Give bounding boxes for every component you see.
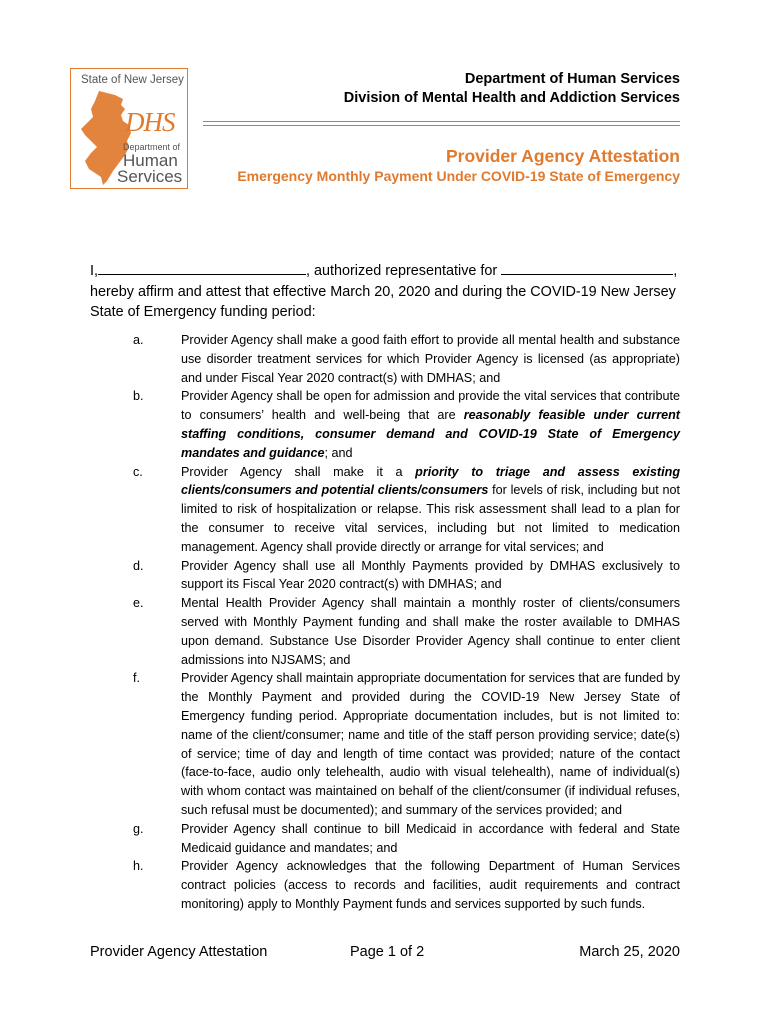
intro-text: , authorized representative for: [306, 263, 502, 279]
list-item-marker: g.: [133, 821, 144, 836]
footer-date: March 25, 2020: [579, 944, 680, 960]
emphasized-text: reasonably feasible under current staffing conditions, consumer demand and COVID-19 State of Emergency mandates and guidance: [181, 408, 680, 460]
list-item: [128, 387, 680, 462]
list-item-text: ; and: [324, 445, 353, 460]
logo-dept-of: Department of: [123, 142, 181, 152]
list-item-marker: c.: [133, 464, 143, 479]
header-rule: [203, 125, 680, 126]
emphasized-text: priority to triage and assess existing clients/consumers and potential clients/consumers: [181, 464, 681, 498]
list-item-marker: h.: [133, 859, 144, 874]
list-item-text: Provider Agency acknowledges that the following Department of Human Services contract policies (access to records and facilities, audit requirements and contract monitoring) apply to Monthly Payment funds and services supported by such funds.: [181, 859, 680, 911]
header-rule: [203, 121, 680, 122]
list-item-marker: f.: [133, 671, 140, 686]
list-item: [128, 857, 680, 913]
list-item-marker: e.: [133, 596, 144, 611]
logo-dhs-mark: DHS: [125, 107, 175, 137]
intro-text: I,: [90, 263, 98, 279]
list-item-text: Provider Agency shall continue to bill Medicaid in accordance with federal and State Medicaid guidance and mandates; and: [181, 821, 680, 855]
list-item-text: Provider Agency shall make a good faith effort to provide all mental health and substance use disorder treatment services for which Provider Agency is licensed (as appropriate) and under Fiscal Year 2020 contract(s) with DMHAS; and: [181, 333, 680, 385]
list-item: [128, 557, 680, 595]
representative-name-blank[interactable]: [98, 260, 306, 275]
list-item-text: Provider Agency shall be open for admission and provide the vital services that contribute to consumers’ health and well-being that are: [181, 389, 680, 423]
list-item-marker: b.: [133, 389, 144, 404]
list-item-text: Mental Health Provider Agency shall maintain a monthly roster of clients/consumers served with Monthly Payment funding and shall make the roster available to DMHAS upon demand. Substance Use Disorder Provider Agency shall continue to enter client admissions into NJSAMS; and: [181, 596, 680, 667]
intro-line-2: hereby affirm and attest that effective March 20, 2020 and during the COVID-19 New Jersey: [90, 283, 676, 300]
logo-human: Human: [123, 151, 178, 170]
intro-text: ,: [673, 263, 678, 279]
department-name: Department of Human Services: [464, 71, 680, 87]
list-item-marker: a.: [133, 333, 144, 347]
document-subtitle: Emergency Monthly Payment Under COVID-19 State of Emergency: [237, 168, 680, 184]
page-number: Page 1 of 2: [350, 944, 425, 960]
attestation-items: [128, 331, 680, 914]
attestation-intro: [90, 260, 680, 323]
document-title: Provider Agency Attestation: [445, 146, 680, 166]
list-item-text: Provider Agency shall use all Monthly Payments provided by DMHAS exclusively to support its Fiscal Year 2020 contract(s) with DMHAS; and: [181, 558, 680, 592]
logo-state-text: State of New Jersey: [81, 74, 184, 86]
dhs-logo: [70, 68, 188, 189]
list-item-text: Provider Agency shall make it a: [181, 464, 416, 479]
division-name: Division of Mental Health and Addiction Services: [343, 90, 680, 106]
list-item: [128, 331, 680, 387]
list-item: [128, 820, 680, 858]
logo-services: Services: [117, 167, 183, 186]
list-item: [128, 463, 680, 557]
list-item-text: for levels of risk, including but not limited to risk of hospitalization or relapse. This risk assessment shall lead to a plan for the consumer to receive vital services, including but not limited to medication management. Agency shall provide directly or arrange for vital services; and: [181, 483, 680, 554]
intro-line-3: State of Emergency funding period:: [90, 304, 316, 320]
agency-name-blank[interactable]: [501, 260, 673, 275]
list-item-text: Provider Agency shall maintain appropriate documentation for services that are funded by the Monthly Payment and provided during the COVID-19 New Jersey State of Emergency funding period. Appropriate documentation includes, but is not limited to: name of the client/consumer; name and title of the staff person providing service; date(s) of service; time of day and length of time contact was provided; nature of the contact (face-to-face, audio only telehealth, audio with visual telehealth), name of individual(s) with whom contact was maintained on behalf of the client/consumer (if individual refuses, such refusal must be documented); and summary of the services provided; and: [181, 671, 680, 817]
intro-line-1: [90, 260, 680, 282]
list-item-marker: d.: [133, 558, 144, 573]
list-item: [128, 594, 680, 669]
list-item: [128, 669, 680, 819]
footer-title: Provider Agency Attestation: [90, 944, 268, 960]
